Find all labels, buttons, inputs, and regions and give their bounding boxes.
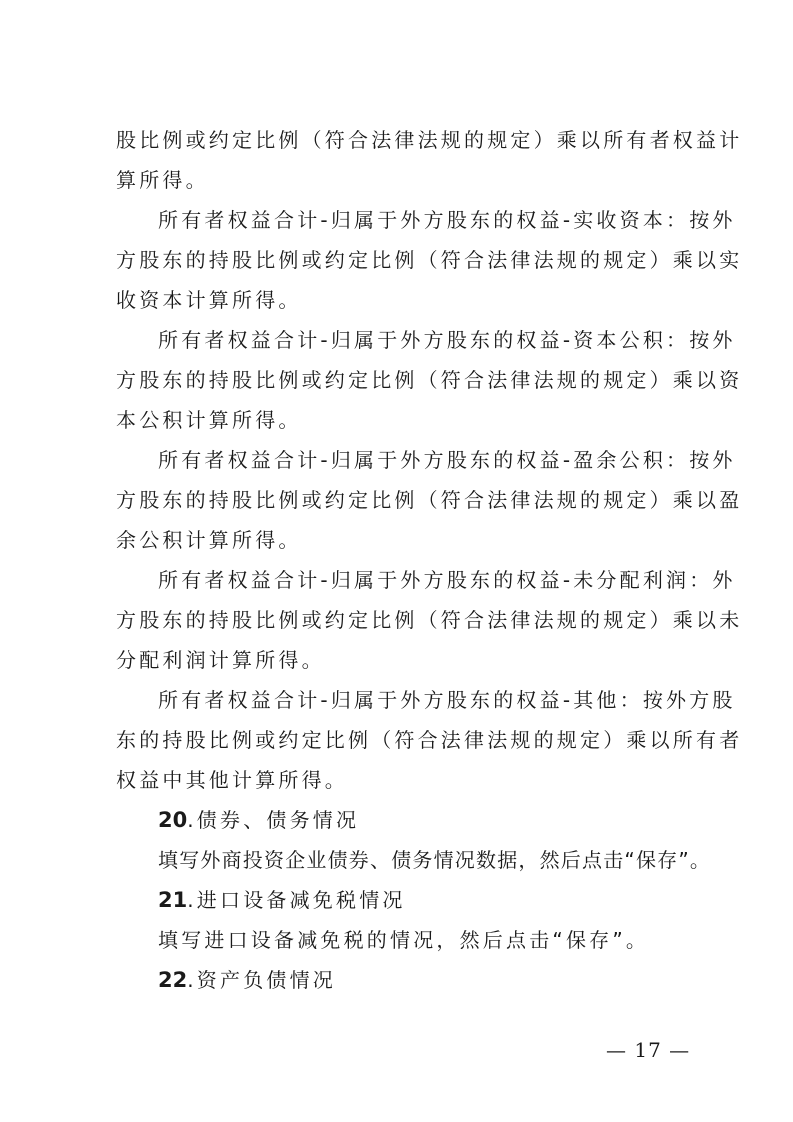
section-number: 22	[158, 968, 188, 992]
paragraph-line: 分配利润计算所得。	[116, 648, 325, 672]
section-body-21: 填写进口设备减免税的情况，然后点击“保存”。	[158, 928, 650, 952]
paragraph-line: 所有者权益合计-归属于外方股东的权益-盈余公积：按外	[158, 448, 736, 472]
section-heading-20	[158, 806, 359, 834]
paragraph-line: 股比例或约定比例（符合法律法规的规定）乘以所有者权益计	[116, 128, 743, 152]
paragraph-line: 所有者权益合计-归属于外方股东的权益-未分配利润：外	[158, 568, 736, 592]
paragraph-line: 东的持股比例或约定比例（符合法律法规的规定）乘以所有者	[116, 728, 743, 752]
section-number: 20	[158, 808, 188, 832]
paragraph-line: 所有者权益合计-归属于外方股东的权益-资本公积：按外	[158, 328, 736, 352]
page-number: — 17 —	[606, 1038, 691, 1062]
section-title: .债券、债务情况	[187, 808, 360, 832]
paragraph-line: 方股东的持股比例或约定比例（符合法律法规的规定）乘以实	[116, 248, 743, 272]
paragraph-line: 所有者权益合计-归属于外方股东的权益-其他：按外方股	[158, 688, 736, 712]
paragraph-line: 所有者权益合计-归属于外方股东的权益-实收资本：按外	[158, 208, 736, 232]
paragraph-line: 方股东的持股比例或约定比例（符合法律法规的规定）乘以未	[116, 608, 743, 632]
section-heading-22	[158, 966, 336, 994]
paragraph-line: 本公积计算所得。	[116, 408, 302, 432]
section-heading-21	[158, 886, 406, 914]
paragraph-line: 权益中其他计算所得。	[116, 768, 348, 792]
paragraph-line: 余公积计算所得。	[116, 528, 302, 552]
section-body-20: 填写外商投资企业债券、债务情况数据，然后点击“保存”。	[158, 848, 712, 872]
section-number: 21	[158, 888, 188, 912]
section-title: .进口设备减免税情况	[187, 888, 406, 912]
paragraph-line: 方股东的持股比例或约定比例（符合法律法规的规定）乘以资	[116, 368, 743, 392]
paragraph-line: 算所得。	[116, 168, 209, 192]
paragraph-line: 收资本计算所得。	[116, 288, 302, 312]
section-title: .资产负债情况	[187, 968, 336, 992]
paragraph-line: 方股东的持股比例或约定比例（符合法律法规的规定）乘以盈	[116, 488, 743, 512]
